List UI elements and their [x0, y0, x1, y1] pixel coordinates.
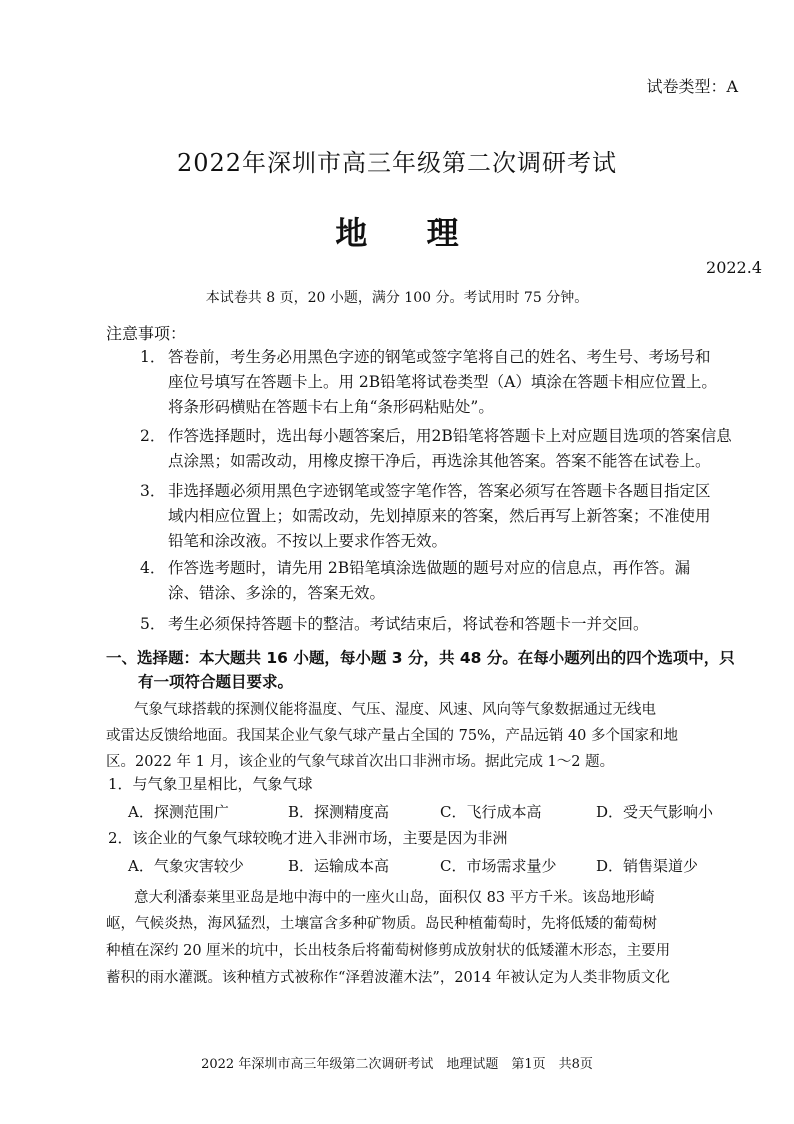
option-c: C．飞行成本高: [440, 803, 542, 821]
passage-line: 气象气球搭载的探测仪能将温度、气压、湿度、风速、风向等气象数据通过无线电: [134, 702, 656, 718]
notice-item-line: 座位号填写在答题卡上。用 2B铅笔将试卷类型（A）填涂在答题卡相应位置上。: [168, 373, 717, 391]
option-c: C．市场需求量少: [440, 857, 557, 875]
notice-item-line: 作答选考题时，请先用 2B铅笔填涂选做题的题号对应的信息点，再作答。漏: [168, 559, 691, 577]
exam-date: 2022.4: [706, 258, 762, 277]
notice-item-number: 3．: [140, 482, 166, 500]
notice-item-line: 点涂黑；如需改动，用橡皮擦干净后，再选涂其他答案。答案不能答在试卷上。: [168, 452, 711, 470]
exam-summary: 本试卷共 8 页，20 小题，满分 100 分。考试用时 75 分钟。: [205, 290, 589, 306]
option-b: B．探测精度高: [288, 803, 390, 821]
notice-item-line: 非选择题必须用黑色字迹钢笔或签字笔作答，答案必须写在答题卡各题目指定区: [168, 482, 711, 500]
notice-item-line: 铅笔和涂改液。不按以上要求作答无效。: [168, 532, 448, 550]
passage-line: 或雷达反馈给地面。我国某企业气象气球产量占全国的 75%，产品远销 40 多个国家和地: [106, 728, 679, 744]
option-b: B．运输成本高: [288, 857, 390, 875]
notice-item-number: 2．: [140, 427, 166, 445]
exam-title: 2022年深圳市高三年级第二次调研考试: [176, 149, 618, 177]
notice-item-line: 作答选择题时，选出每小题答案后，用2B铅笔将答题卡上对应题目选项的答案信息: [168, 427, 732, 445]
question-stem: 1．与气象卫星相比，气象气球: [108, 775, 313, 793]
section-heading-line: 有一项符合题目要求。: [138, 673, 294, 691]
passage-line: 种植在深约 20 厘米的坑中，长出枝条后将葡萄树修剪成放射状的低矮灌木形态，主要用: [106, 943, 671, 959]
option-d: D．受天气影响小: [596, 803, 714, 821]
section-heading-line: 一、选择题：本大题共 16 小题，每小题 3 分，共 48 分。在每小题列出的四个选项中，只: [106, 649, 735, 667]
option-a: A．气象灾害较少: [128, 857, 244, 875]
option-d: D．销售渠道少: [596, 857, 699, 875]
question-stem: 2．该企业的气象气球较晚才进入非洲市场，主要是因为非洲: [108, 829, 508, 847]
page-footer: 2022 年深圳市高三年级第二次调研考试 地理试题 第1页 共8页: [201, 1057, 593, 1072]
notice-item-number: 4．: [140, 559, 166, 577]
subject-title: 地 理: [335, 214, 483, 252]
passage-line: 意大利潘泰莱里亚岛是地中海中的一座火山岛，面积仅 83 平方千米。该岛地形崎: [134, 890, 655, 906]
notice-item-line: 涂、错涂、多涂的，答案无效。: [168, 584, 386, 602]
option-a: A．探测范围广: [128, 803, 229, 821]
passage-line: 蓄积的雨水灌溉。该种植方式被称作“泽碧波灌木法”，2014 年被认定为人类非物质文化: [106, 970, 670, 986]
notice-item-number: 1．: [140, 348, 166, 366]
notice-title: 注意事项：: [106, 324, 187, 343]
notice-item-line: 将条形码横贴在答题卡右上角“条形码粘贴处”。: [168, 398, 494, 416]
passage-line: 区。2022 年 1 月，该企业的气象气球首次出口非洲市场。据此完成 1～2 题。: [106, 754, 615, 770]
notice-item-number: 5．: [140, 615, 166, 633]
notice-item-line: 域内相应位置上；如需改动，先划掉原来的答案，然后再写上新答案；不准使用: [168, 507, 711, 525]
notice-item-line: 考生必须保持答题卡的整洁。考试结束后，将试卷和答题卡一并交回。: [168, 615, 649, 633]
passage-line: 岖，气候炎热，海风猛烈，土壤富含多种矿物质。岛民种植葡萄时，先将低矮的葡萄树: [106, 916, 657, 932]
paper-type-label: 试卷类型：A: [646, 77, 738, 96]
notice-item-line: 答卷前，考生务必用黑色字迹的钢笔或签字笔将自己的姓名、考生号、考场号和: [168, 348, 711, 366]
